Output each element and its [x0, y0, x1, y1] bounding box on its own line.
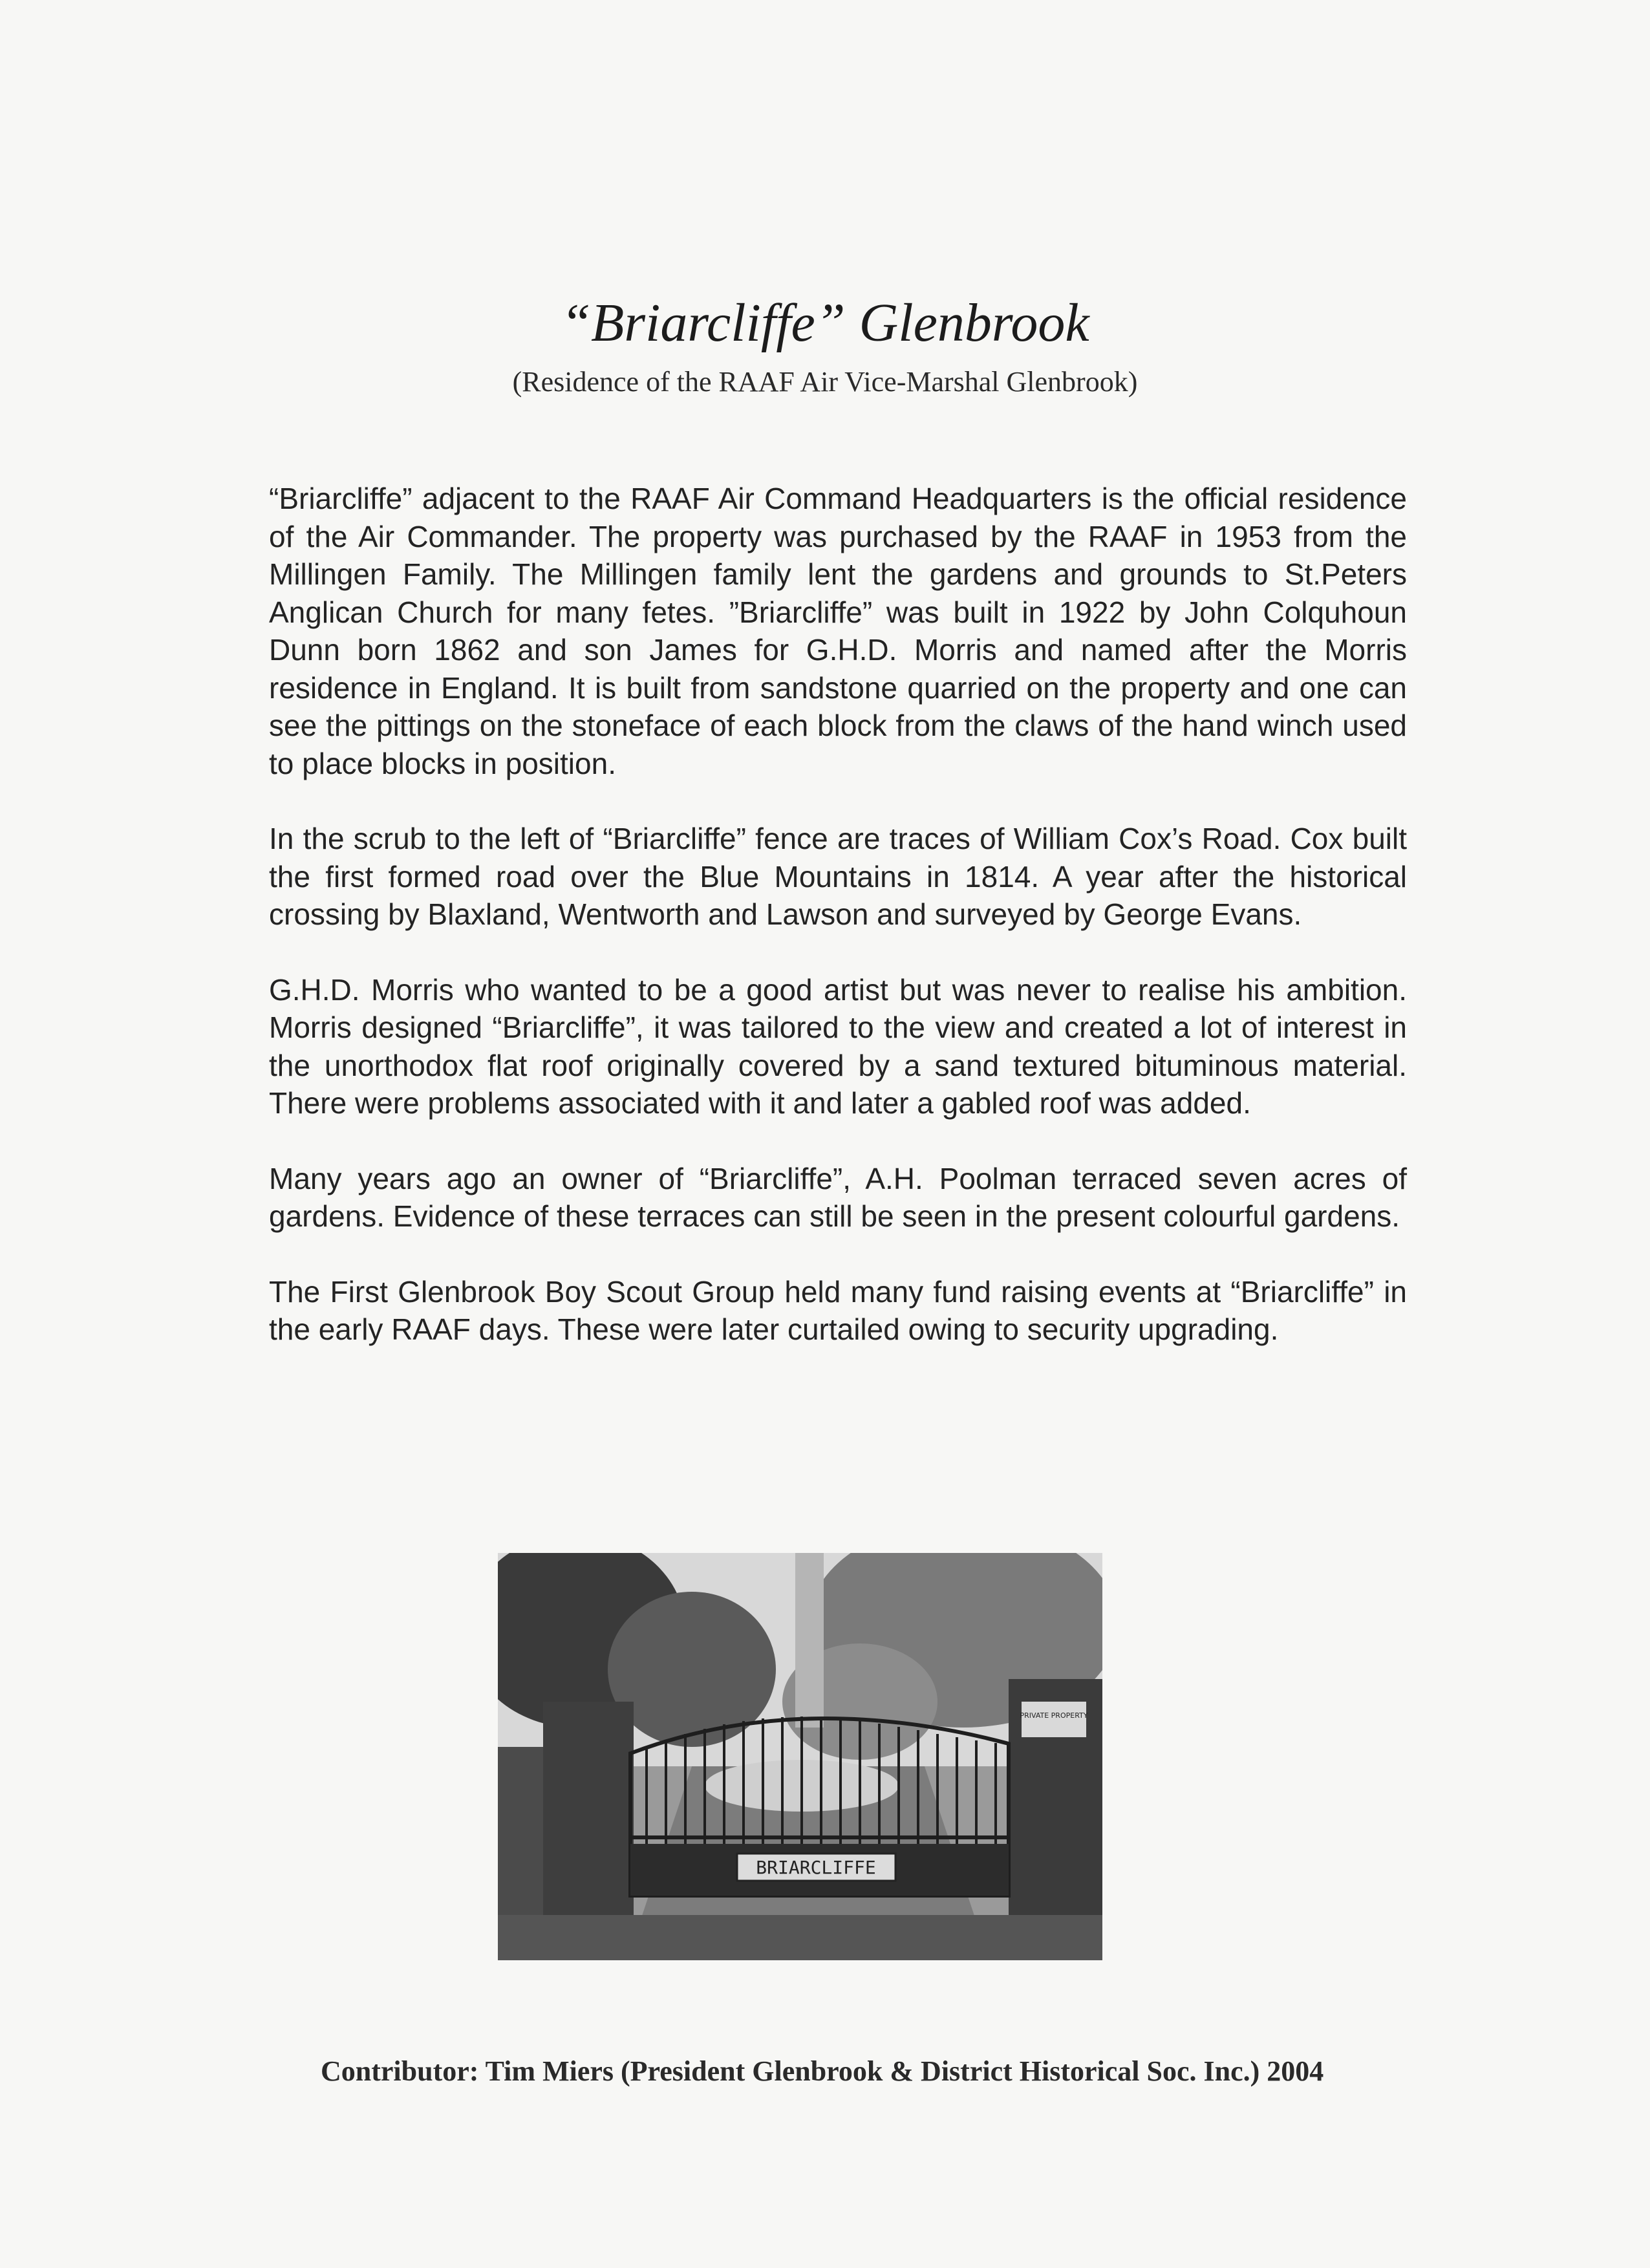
- paragraph-scouts: The First Glenbrook Boy Scout Group held many fund raising events at “Briarcliffe” in the early RAAF days. These were later curtailed owing to security upgrading.: [269, 1274, 1407, 1346]
- gate-sign-text: BRIARCLIFFE: [756, 1857, 876, 1878]
- article-body: [269, 480, 1407, 1386]
- paragraph-morris-design: G.H.D. Morris who wanted to be a good artist but was never to realise his ambition. Morris designed “Briarcliffe”, it was tailored to the view and created a lot of interest in the unorthodox flat roof originally covered by a sand textured bituminous material. There were problems associated with it and later a gabled roof was added.: [269, 972, 1407, 1120]
- title-place: Glenbrook: [859, 293, 1089, 353]
- gate-photo-illustration: [498, 1553, 1102, 1960]
- post-sign-text: PRIVATE PROPERTY: [1020, 1711, 1088, 1720]
- paragraph-gardens: Many years ago an owner of “Briarcliffe”, A.H. Poolman terraced seven acres of gardens. Evidence of these terraces can still be seen in the present colourful gardens.: [269, 1161, 1407, 1233]
- paragraph-cox-road: In the scrub to the left of “Briarcliffe” fence are traces of William Cox’s Road. Cox built the first formed road over the Blue Mountains in 1814. A year after the historical crossing by Blaxland, Wentworth and Lawson and surveyed by George Evans.: [269, 822, 1407, 931]
- page-title: [0, 291, 1650, 356]
- page-subtitle: (Residence of the RAAF Air Vice-Marshal Glenbrook): [512, 365, 1138, 398]
- paragraph-history: “Briarcliffe” adjacent to the RAAF Air Command Headquarters is the official residence of the Air Commander. The property was purchased by the RAAF in 1953 from the Millingen Family. The Millingen family lent the gardens and grounds to St.Peters Anglican Church for many fetes. ”Briarcliffe” was built in 1922 by John Colquhoun Dunn born 1862 and son James for G.H.D. Morris and named after the Morris residence in England. It is built from sandstone quarried on the property and one can see the pittings on the stoneface of each block from the claws of the hand winch used to place blocks in position.: [269, 482, 1407, 780]
- gate-photo: [498, 1553, 1102, 1960]
- title-name: “Briarcliffe”: [561, 293, 846, 353]
- contributor-credit: Contributor: Tim Miers (President Glenbrook & District Historical Soc. Inc.) 2004: [321, 2055, 1324, 2087]
- title-block: [0, 291, 1650, 400]
